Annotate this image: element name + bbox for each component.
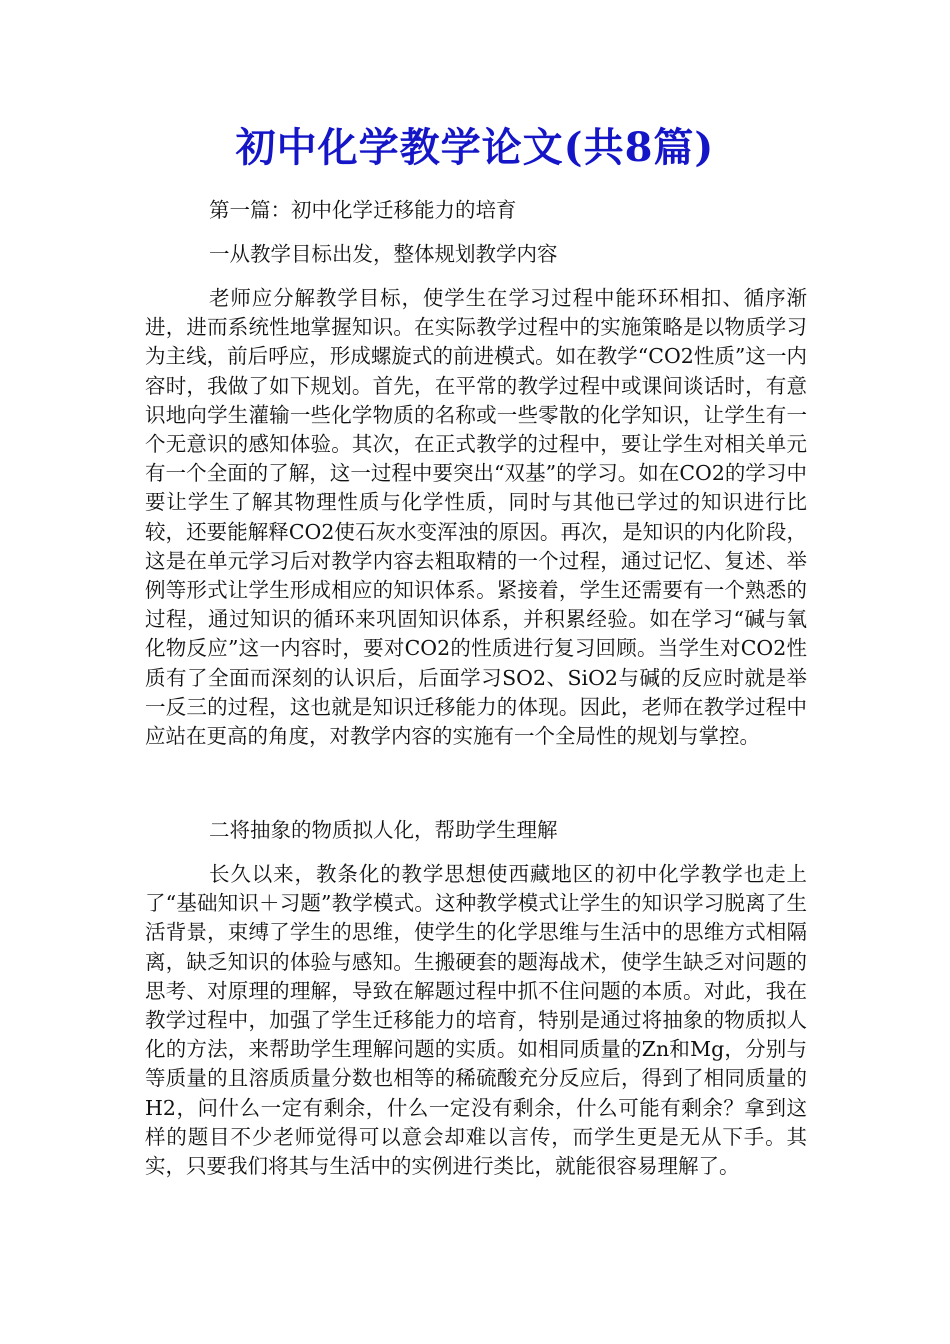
section-heading-1: 一从教学目标出发，整体规划教学内容 bbox=[209, 242, 558, 266]
document-title: 初中化学教学论文(共8篇) bbox=[235, 124, 715, 171]
section-paragraph-2: 长久以来，教条化的教学思想使西藏地区的初中化学教学也走上了“基础知识＋习题”教学模式。这种教学模式让学生的知识学习脱离了生活背景，束缚了学生的思维，使学生的化学思维与生活中的思维方式相隔离，缺乏知识的体验与感知。生搬硬套的题海战术，使学生缺乏对问题的思考、对原理的理解，导致在解题过程中抓不住问题的本质。对此，我在教学过程中，加强了学生迁移能力的培育，特别是通过将抽象的物质拟人化的方法，来帮助学生理解问题的实质。如相同质量的Zn和Mg，分别与等质量的且溶质质量分数也相等的稀硫酸充分反应后，得到了相同质量的H2，问什么一定有剩余，什么一定没有剩余，什么可能有剩余？拿到这样的题目不少老师觉得可以意会却难以言传，而学生更是无从下手。其实，只要我们将其与生活中的实例进行类比，就能很容易理解了。 bbox=[145, 862, 807, 1179]
section-heading-2: 二将抽象的物质拟人化，帮助学生理解 bbox=[209, 818, 558, 842]
chapter-title: 第一篇：初中化学迁移能力的培育 bbox=[209, 198, 517, 222]
section-paragraph-1: 老师应分解教学目标，使学生在学习过程中能环环相扣、循序渐进，进而系统性地掌握知识。在实际教学过程中的实施策略是以物质学习为主线，前后呼应，形成螺旋式的前进模式。如在教学“CO2性质”这一内容时，我做了如下规划。首先，在平常的教学过程中或课间谈话时，有意识地向学生灌输一些化学物质的名称或一些零散的化学知识，让学生有一个无意识的感知体验。其次，在正式教学的过程中，要让学生对相关单元有一个全面的了解，这一过程中要突出“双基”的学习。如在CO2的学习中要让学生了解其物理性质与化学性质，同时与其他已学过的知识进行比较，还要能解释CO2使石灰水变浑浊的原因。再次，是知识的内化阶段，这是在单元学习后对教学内容去粗取精的一个过程，通过记忆、复述、举例等形式让学生形成相应的知识体系。紧接着，学生还需要有一个熟悉的过程，通过知识的循环来巩固知识体系，并积累经验。如在学习“碱与氧化物反应”这一内容时，要对CO2的性质进行复习回顾。当学生对CO2性质有了全面而深刻的认识后，后面学习SO2、SiO2与碱的反应时就是举一反三的过程，这也就是知识迁移能力的体现。因此，老师在教学过程中应站在更高的角度，对教学内容的实施有一个全局性的规划与掌控。 bbox=[145, 286, 807, 749]
